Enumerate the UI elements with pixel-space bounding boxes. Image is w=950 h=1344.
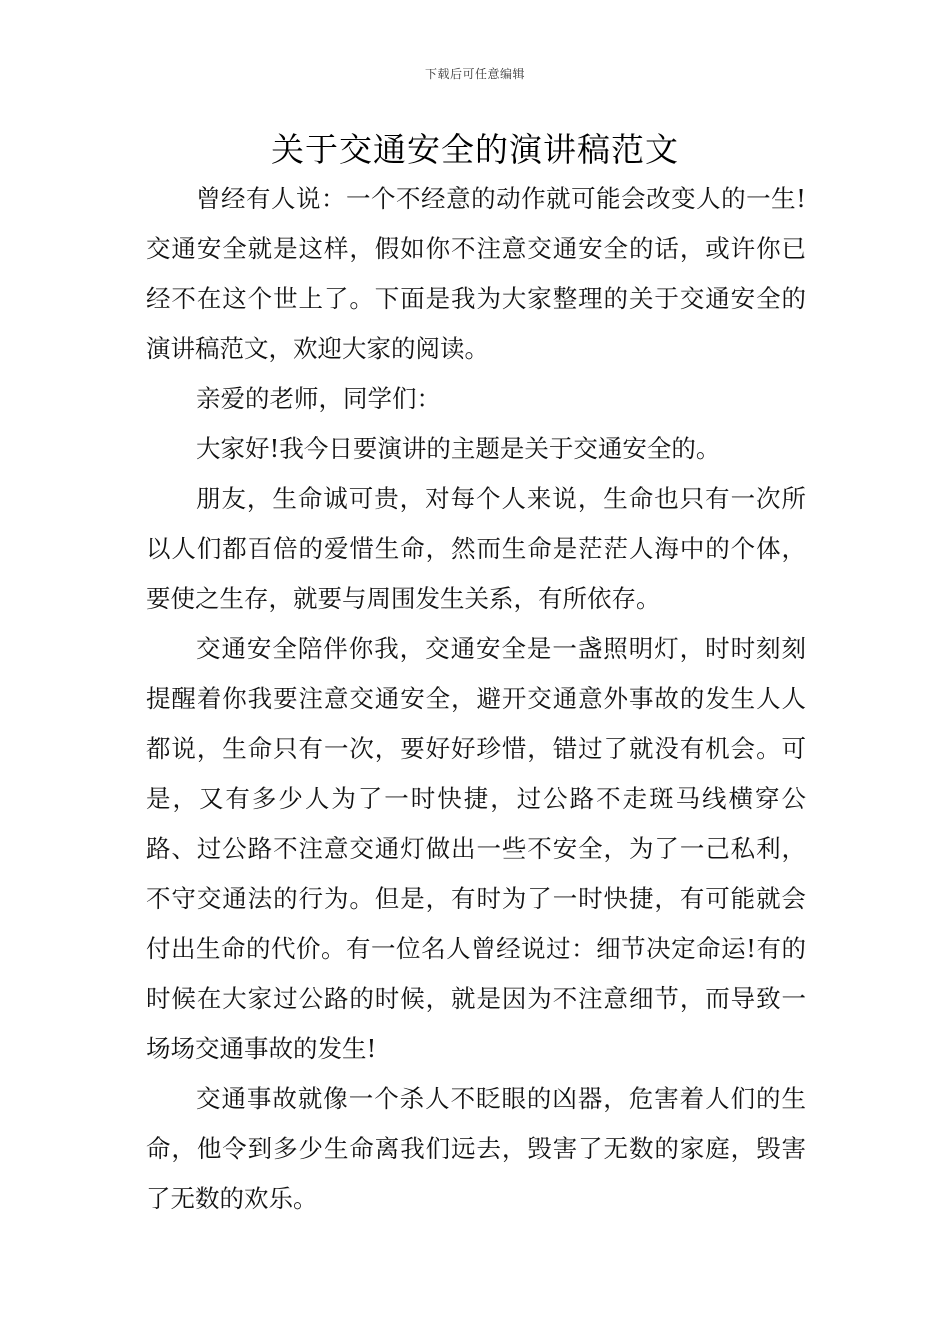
paragraph-safety: 交通安全陪伴你我，交通安全是一盏照明灯，时时刻刻提醒着你我要注意交通安全，避开交通意外事故的发生人人都说，生命只有一次，要好好珍惜，错过了就没有机会。可是，又有多少人为了一时快捷，过公路不走斑马线横穿公路、过公路不注意交通灯做出一些不安全，为了一己私利，不守交通法的行为。但是，有时为了一时快捷，有可能就会付出生命的代价。有一位名人曾经说过：细节决定命运!有的时候在大家过公路的时候，就是因为不注意细节，而导致一场场交通事故的发生! (146, 634, 806, 1063)
paragraph-intro: 曾经有人说：一个不经意的动作就可能会改变人的一生!交通安全就是这样，假如你不注意交通安全的话，或许你已经不在这个世上了。下面是我为大家整理的关于交通安全的演讲稿范文，欢迎大家的阅读。 (146, 184, 806, 363)
paragraph-life: 朋友，生命诚可贵，对每个人来说，生命也只有一次所以人们都百倍的爱惜生命，然而生命是茫茫人海中的个体，要使之生存，就要与周围发生关系，有所依存。 (146, 484, 806, 613)
paragraph-accidents: 交通事故就像一个杀人不眨眼的凶器，危害着人们的生命，他令到多少生命离我们远去，毁害了无数的家庭，毁害了无数的欢乐。 (146, 1084, 806, 1213)
document-body (146, 174, 806, 1224)
document-title: 关于交通安全的演讲稿范文 (271, 130, 679, 169)
paragraph-greeting: 大家好!我今日要演讲的主题是关于交通安全的。 (196, 434, 721, 463)
paragraph-salutation: 亲爱的老师，同学们： (196, 384, 441, 413)
header-note: 下载后可任意编辑 (424, 67, 525, 81)
